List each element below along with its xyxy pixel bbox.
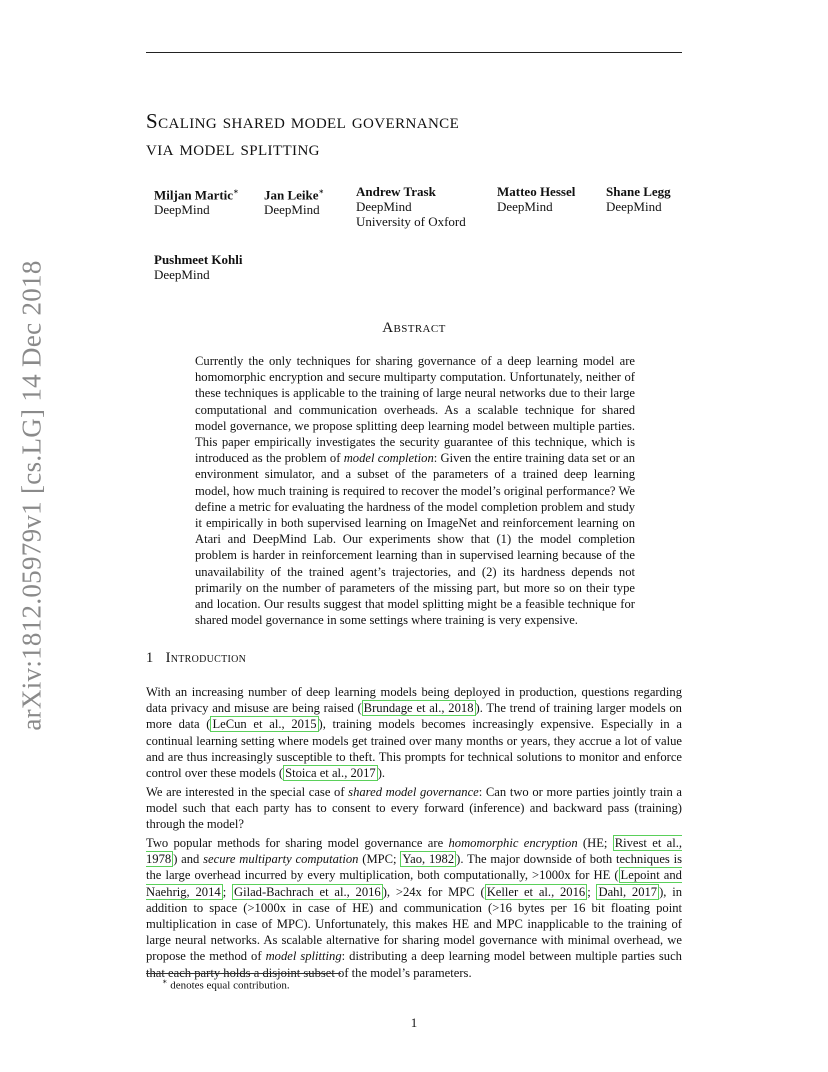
author-block [497, 184, 575, 214]
paragraph: With an increasing number of deep learning models being deployed in production, questions regarding data privacy and misuse are being raised ( Brundage et al., 2018 ). The trend of training larger models on more data ( LeCun et al., 2015 ), training models becomes increasingly expensive. Especially in a continual learning setting where models get trained over many months or years, they accrue a lot of value and are thus increasingly susceptible to theft. This prompts for technical solutions to monitor and enforce control over these models ( Stoica et al., 2017 ). [146, 685, 682, 781]
citation-link[interactable]: Lepoint and Naehrig, 2014 [146, 868, 682, 899]
author-name: Jan Leike∗ [264, 187, 325, 203]
citation-link[interactable]: Dahl, 2017 [598, 884, 658, 899]
citation-link[interactable]: Gilad-Bachrach et al., 2016 [233, 884, 381, 899]
citation-link[interactable]: Keller et al., 2016 [486, 884, 586, 899]
paragraph: Two popular methods for sharing model governance are homomorphic encryption (HE; Rivest et al., 1978 ) and secure multiparty computation (MPC; Yao, 1982 ). The major downside of both techniques is the large overhead incurred by every multiplication, both computationally, >1000x for HE ( Lepoint and Naehrig, 2014 ; Gilad-Bachrach et al., 2016 ), >24x for MPC ( Keller et al., 2016 ; Dahl, 2017 ), in addition to space (>1000x in case of HE) and communication (>16 bytes per 16 bit floating point multiplication in case of MPC). Unfortunately, this makes HE and MPC inapplicable to the training of large neural networks. As scalable alternative for sharing model governance with minimal overhead, we propose the method of model splitting: distributing a deep learning model between multiple parties such that each party holds a disjoint subset of the model’s parameters. [146, 836, 683, 980]
top-rule [146, 52, 682, 53]
author-block [154, 252, 242, 282]
author-block [356, 184, 466, 229]
citation-link[interactable]: Rivest et al., 1978 [146, 836, 683, 867]
author-block [264, 184, 324, 217]
citation-link[interactable]: Yao, 1982 [402, 852, 455, 867]
author-affiliation: DeepMind [264, 202, 320, 218]
author-affiliation: DeepMind [497, 199, 553, 214]
section-title: Introduction [165, 650, 247, 666]
arxiv-id: arXiv:1812.05979v1 [cs.LG] 14 Dec 2018 [16, 259, 47, 731]
abstract-heading: Abstract [382, 320, 446, 336]
paper-title [146, 108, 706, 162]
author-affiliation: DeepMind [606, 199, 662, 214]
author-block [606, 184, 671, 214]
author-name: Andrew Trask [356, 184, 436, 199]
section-number: 1 [146, 650, 154, 666]
section-heading [146, 650, 246, 667]
citation-link[interactable]: Stoica et al., 2017 [285, 766, 376, 781]
author-affiliation: DeepMind [154, 267, 210, 282]
footnote-rule [146, 973, 341, 974]
arxiv-watermark [14, 255, 50, 735]
author-name: Miljan Martic∗ [154, 187, 239, 203]
author-name: Pushmeet Kohli [154, 252, 243, 267]
author-affiliation: DeepMind [356, 199, 412, 214]
author-name: Matteo Hessel [497, 184, 576, 199]
citation-link[interactable]: LeCun et al., 2015 [212, 717, 317, 732]
author-affiliation: DeepMind [154, 202, 210, 218]
author-name: Shane Legg [606, 184, 671, 199]
author-affiliation-secondary: University of Oxford [356, 214, 466, 229]
title-line-1: Scaling shared model governance [146, 109, 460, 133]
page-number: 1 [410, 1015, 418, 1030]
paragraph: We are interested in the special case of shared model governance: Can two or more parties jointly train a model such that each party has to consent to every forward (inference) and backward pass (training) through the model? [146, 785, 683, 832]
footnote: ∗ denotes equal contribution. [162, 977, 290, 992]
author-block [154, 184, 239, 217]
abstract-text: Currently the only techniques for sharing governance of a deep learning model are homomorphic encryption and secure multiparty computation. Unfortunately, neither of these techniques is applicable to the training of large neural networks due to their large computational and communication overheads. As a scalable technique for shared model governance, we propose splitting deep learning model between multiple parties. This paper empirically investigates the security guarantee of this technique, which is introduced as the problem of model completion: Given the entire training data set or an environment simulator, and a subset of the parameters of a trained deep learning model, how much training is required to recover the model’s original performance? We define a metric for evaluating the hardness of the model completion problem and study it empirically in both supervised learning on ImageNet and reinforcement learning on Atari and DeepMind Lab. Our experiments show that (1) the model completion problem is harder in reinforcement learning than in supervised learning because of the unavailability of the trained agent’s trajectories, and (2) its hardness depends not primarily on the number of parameters of the missing part, but more so on their type and location. Our results suggest that model splitting might be a feasible technique for shared model governance in some settings where training is very expensive. [195, 354, 636, 628]
citation-link[interactable]: Brundage et al., 2018 [363, 701, 474, 716]
title-line-2: via model splitting [146, 136, 320, 160]
